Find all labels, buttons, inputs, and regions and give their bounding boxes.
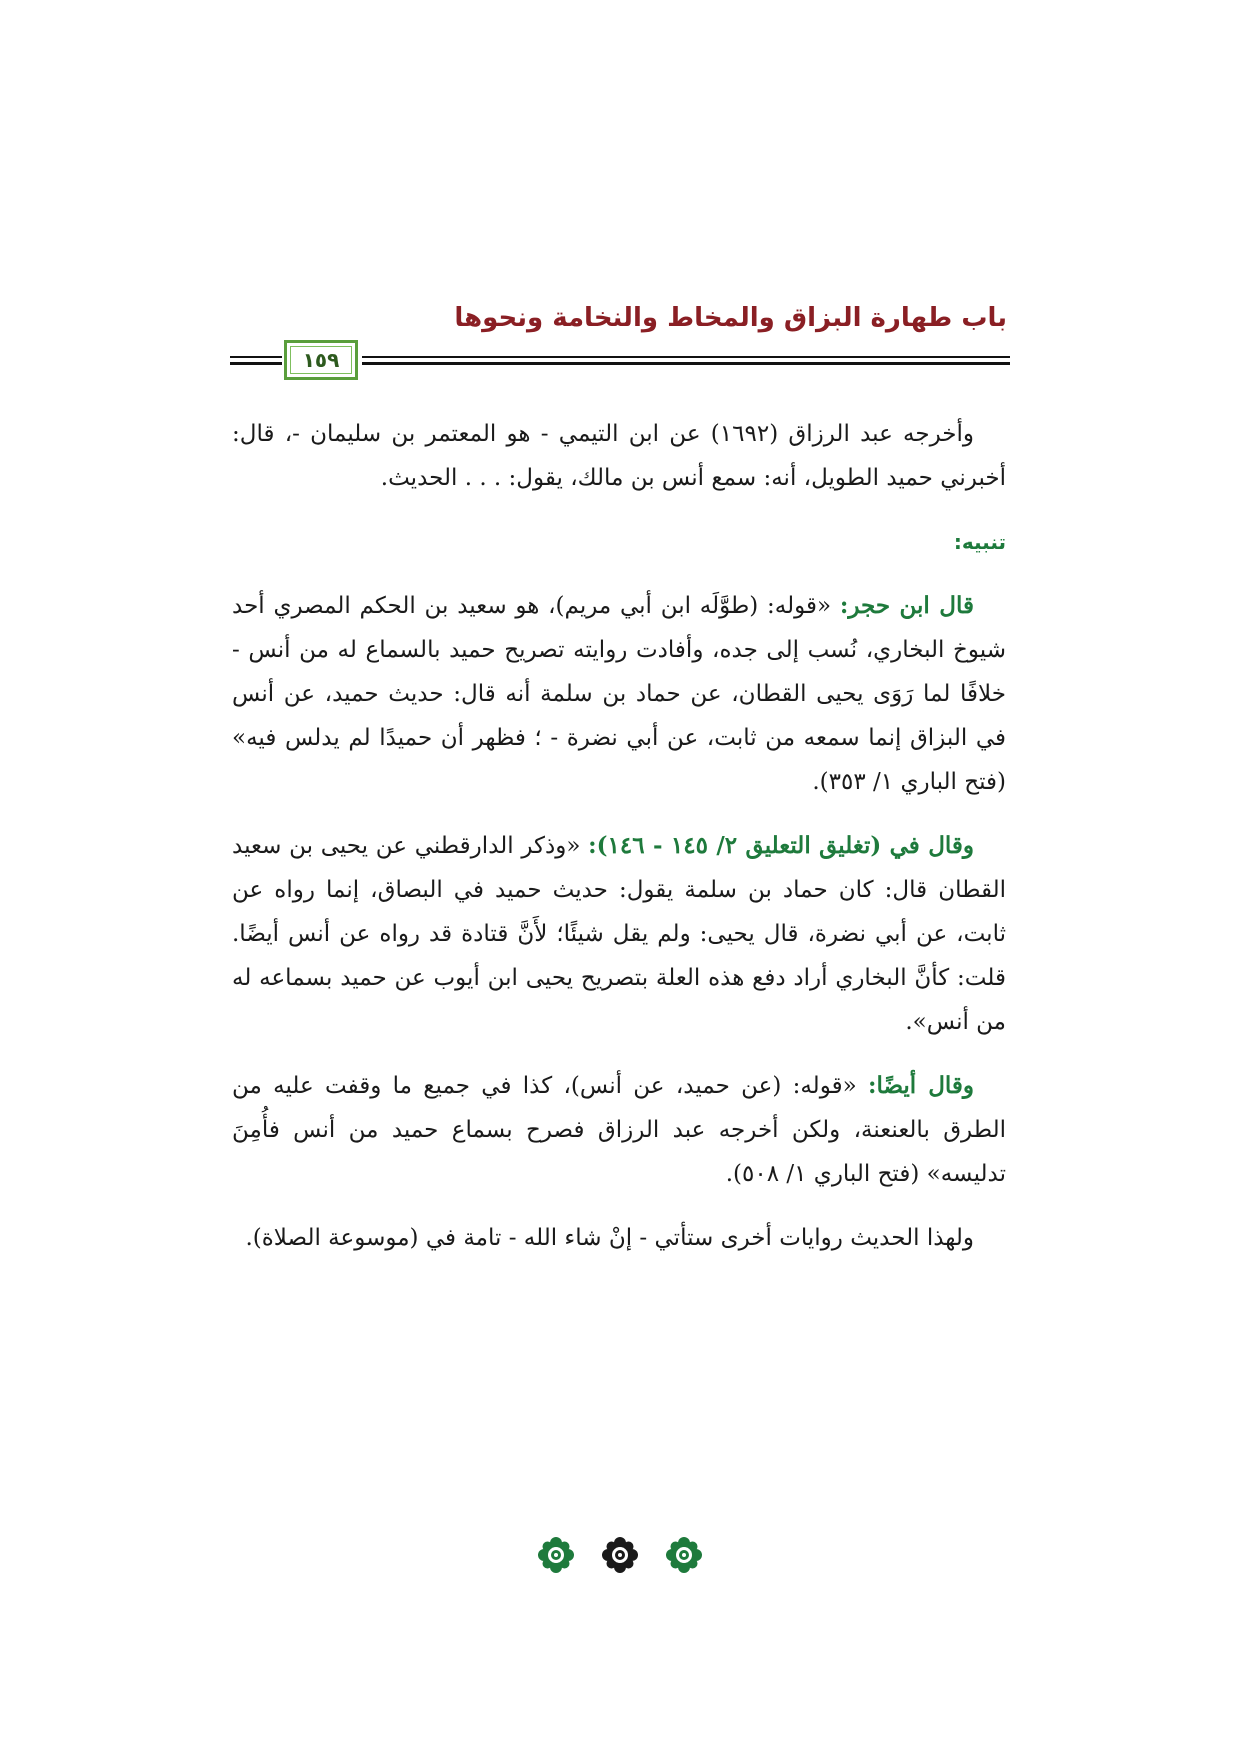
page-number: ١٥٩ <box>302 348 340 372</box>
paragraph-2 <box>232 584 1006 804</box>
header-rule-right <box>362 356 1010 358</box>
paragraph-3 <box>232 824 1006 1044</box>
paragraph-4-text: «قوله: (عن حميد، عن أنس)، كذا في جميع ما وقفت عليه من الطرق بالعنعنة، ولكن أخرجه عبد الرزاق فصرح بسماع حميد من أنس فأُمِنَ تدليسه» (فتح الباري ١/ ٥٠٨). <box>232 1073 1006 1187</box>
paragraph-4-lead: وقال أيضًا: <box>867 1072 975 1099</box>
paragraph-4 <box>232 1064 1006 1196</box>
note-heading <box>232 520 1006 564</box>
floral-ornament-icon <box>536 1535 576 1575</box>
chapter-title: باب طهارة البزاق والمخاط والنخامة ونحوها <box>454 303 1007 333</box>
header-rule-right-thick <box>362 362 1010 365</box>
header-rule-left <box>230 356 282 358</box>
footer-ornaments <box>0 1535 1240 1575</box>
paragraph-3-text: «وذكر الدارقطني عن يحيى بن سعيد القطان قال: كان حماد بن سلمة يقول: حديث حميد في البصاق، إنما رواه عن ثابت، عن أبي نضرة، قال يحيى: ولم يقل شيئًا؛ لأَنَّ قتادة قد رواه عن أنس أيضًا. قلت: كأنَّ البخاري أراد دفع هذه العلة بتصريح يحيى ابن أيوب عن حميد بسماعه له من أنس». <box>232 833 1006 1035</box>
floral-ornament-icon <box>664 1535 704 1575</box>
note-label: تنبيه: <box>953 530 1006 554</box>
paragraph-2-lead: قال ابن حجر: <box>839 592 974 619</box>
floral-ornament-icon <box>600 1535 640 1575</box>
paragraph-5: ولهذا الحديث روايات أخرى ستأتي - إنْ شاء الله - تامة في (موسوعة الصلاة). <box>245 1225 974 1251</box>
paragraph-1: وأخرجه عبد الرزاق (١٦٩٢) عن ابن التيمي - هو المعتمر بن سليمان -، قال: أخبرني حميد الطويل، أنه: سمع أنس بن مالك، يقول: . . . الحديث. <box>232 421 1006 491</box>
header-rule-left-thick <box>230 362 282 365</box>
paragraph-2-text: «قوله: (طوَّلَه ابن أبي مريم)، هو سعيد بن الحكم المصري أحد شيوخ البخاري، نُسب إلى جده، وأفادت روايته تصريح حميد بالسماع له من أنس - خلافًا لما رَوَى يحيى القطان، عن حماد بن سلمة أنه قال: حديث حميد، عن أنس في البزاق إنما سمعه من ثابت، عن أبي نضرة - ؛ فظهر أن حميدًا لم يدلس فيه» (فتح الباري ١/ ٣٥٣). <box>232 593 1006 795</box>
page-number-badge <box>284 340 358 380</box>
page-body <box>232 412 1006 1280</box>
paragraph-3-lead: وقال في (تغليق التعليق ٢/ ١٤٥ - ١٤٦): <box>588 832 975 859</box>
